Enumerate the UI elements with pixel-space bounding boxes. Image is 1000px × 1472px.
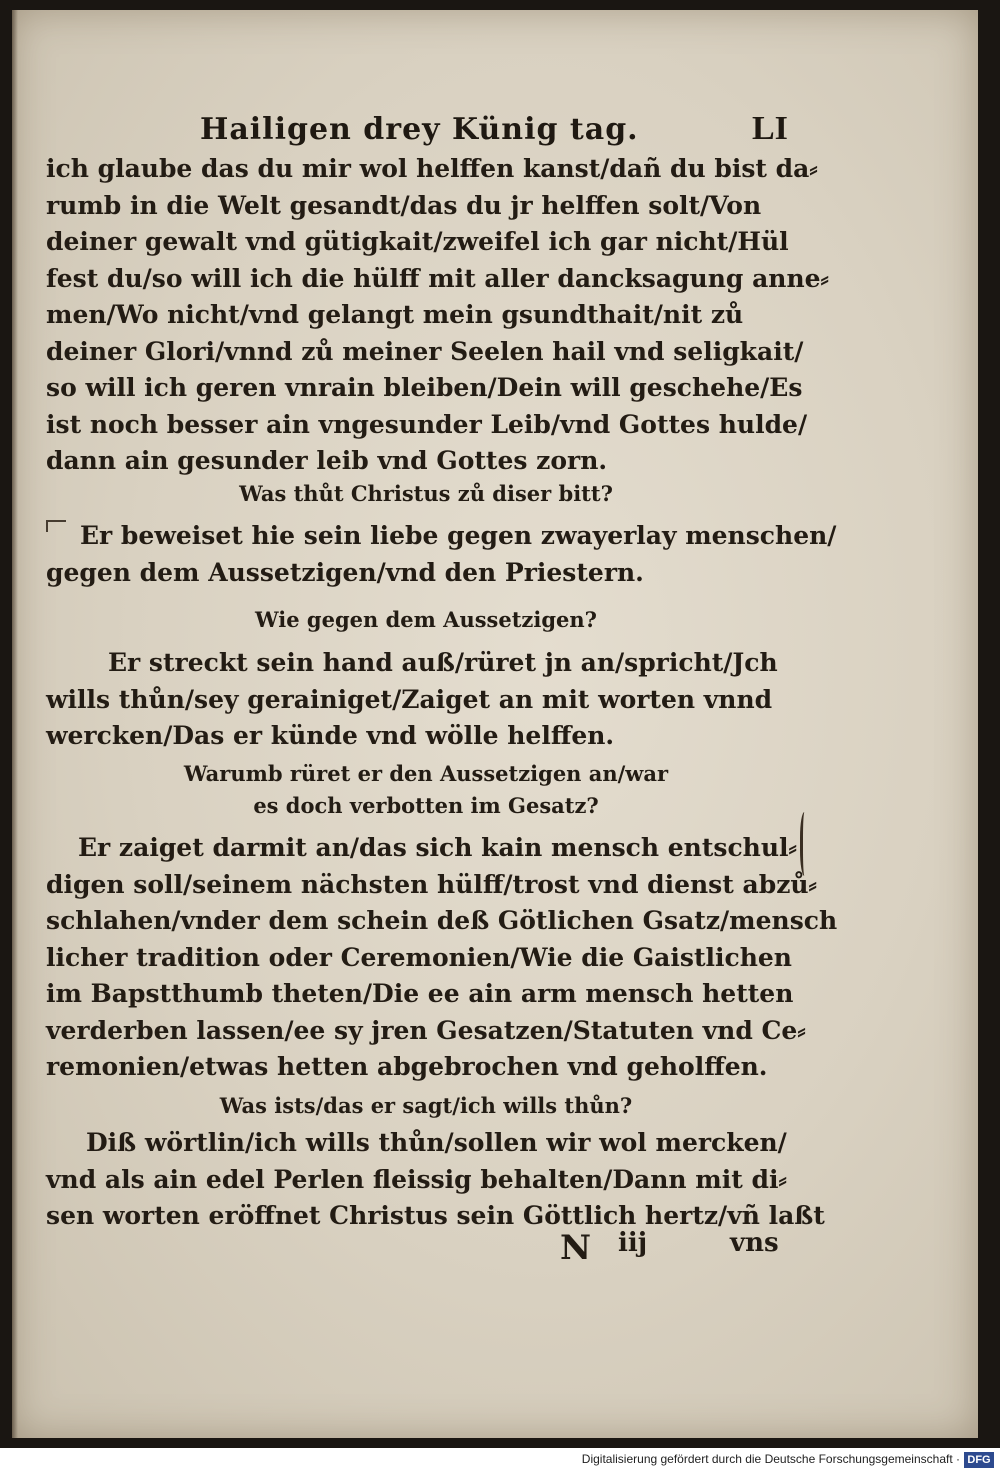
text-line: wills thůn/sey gerainiget/Zaiget an mit worten vnnd xyxy=(46,684,773,714)
folio-number: LI xyxy=(752,110,788,147)
text-line: verderben lassen/ee sy jren Gesatzen/Statuten vnd Ce⸗ xyxy=(46,1015,806,1045)
page-edge-shadow xyxy=(12,10,18,1438)
text-line: sen worten eröffnet Christus sein Göttlich hertz/vñ laßt xyxy=(46,1201,825,1230)
signature-number: iij xyxy=(618,1228,648,1258)
text-line: rumb in die Welt gesandt/das du jr helffen solt/Von xyxy=(46,190,762,220)
question-heading-1 xyxy=(46,478,806,510)
paragraph-5 xyxy=(46,1125,825,1235)
question-heading-2 xyxy=(46,604,806,636)
text-line: schlahen/vnder dem schein deß Götlichen Gsatz/mensch xyxy=(46,906,838,935)
funding-credit: Digitalisierung gefördert durch die Deutsche Forschungsgemeinschaft · xyxy=(581,1452,960,1466)
text-line: digen soll/seinem nächsten hülff/trost vnd dienst abzů⸗ xyxy=(46,869,817,899)
question-heading-3 xyxy=(46,758,806,822)
text-line: so will ich geren vnrain bleiben/Dein will geschehe/Es xyxy=(46,373,803,402)
running-title: Hailigen drey Künig tag. xyxy=(200,112,639,147)
dfg-logo: DFG xyxy=(964,1452,994,1468)
question-line: Was ists/das er sagt/ich wills thůn? xyxy=(219,1093,633,1118)
text-line: deiner Glori/vnnd zů meiner Seelen hail vnd seligkait/ xyxy=(46,336,804,366)
paragraph-2 xyxy=(46,518,840,591)
text-line: Er beweiset hie sein liebe gegen zwayerlay menschen/ xyxy=(80,521,837,550)
question-line: es doch verbotten im Gesatz? xyxy=(253,793,599,818)
text-line: wercken/Das er künde vnd wölle helffen. xyxy=(46,721,615,750)
text-line: deiner gewalt vnd gütigkait/zweifel ich gar nicht/Hül xyxy=(46,227,789,256)
text-line: licher tradition oder Ceremonien/Wie die Gaistlichen xyxy=(46,942,792,972)
text-line: fest du/so will ich die hülff mit aller dancksagung anne⸗ xyxy=(46,263,829,293)
signature-mark: N xyxy=(560,1228,592,1268)
paragraph-mark xyxy=(46,520,66,532)
paragraph-3 xyxy=(46,645,806,755)
text-line: Er streckt sein hand auß/rüret jn an/spricht/Jch xyxy=(108,648,778,677)
question-line: Was thůt Christus zů diser bitt? xyxy=(239,481,613,506)
text-line: gegen dem Aussetzigen/vnd den Priestern. xyxy=(46,557,644,587)
text-line: vnd als ain edel Perlen fleissig behalten/Dann mit di⸗ xyxy=(46,1164,787,1194)
text-line: ist noch besser ain vngesunder Leib/vnd Gottes hulde/ xyxy=(46,409,808,439)
text-line: men/Wo nicht/vnd gelangt mein gsundthait/nit zů xyxy=(46,300,744,329)
signature-line xyxy=(560,1228,860,1268)
question-heading-4 xyxy=(46,1090,806,1122)
catchword: vns xyxy=(730,1228,779,1258)
text-line: remonien/etwas hetten abgebrochen vnd geholffen. xyxy=(46,1052,768,1081)
text-line: ich glaube das du mir wol helffen kanst/dañ du bist da⸗ xyxy=(46,154,818,183)
text-line: dann ain gesunder leib vnd Gottes zorn. xyxy=(46,446,608,475)
paragraph-4 xyxy=(46,830,838,1086)
text-line: Diß wörtlin/ich wills thůn/sollen wir wol mercken/ xyxy=(86,1128,787,1157)
text-line: Er zaiget darmit an/das sich kain mensch entschul⸗ xyxy=(78,833,797,862)
question-line: Warumb rüret er den Aussetzigen an/war xyxy=(183,761,669,786)
text-line: im Bapstthumb theten/Die ee ain arm mensch hetten xyxy=(46,979,794,1008)
paragraph-1 xyxy=(46,151,829,480)
question-line: Wie gegen dem Aussetzigen? xyxy=(255,607,597,632)
